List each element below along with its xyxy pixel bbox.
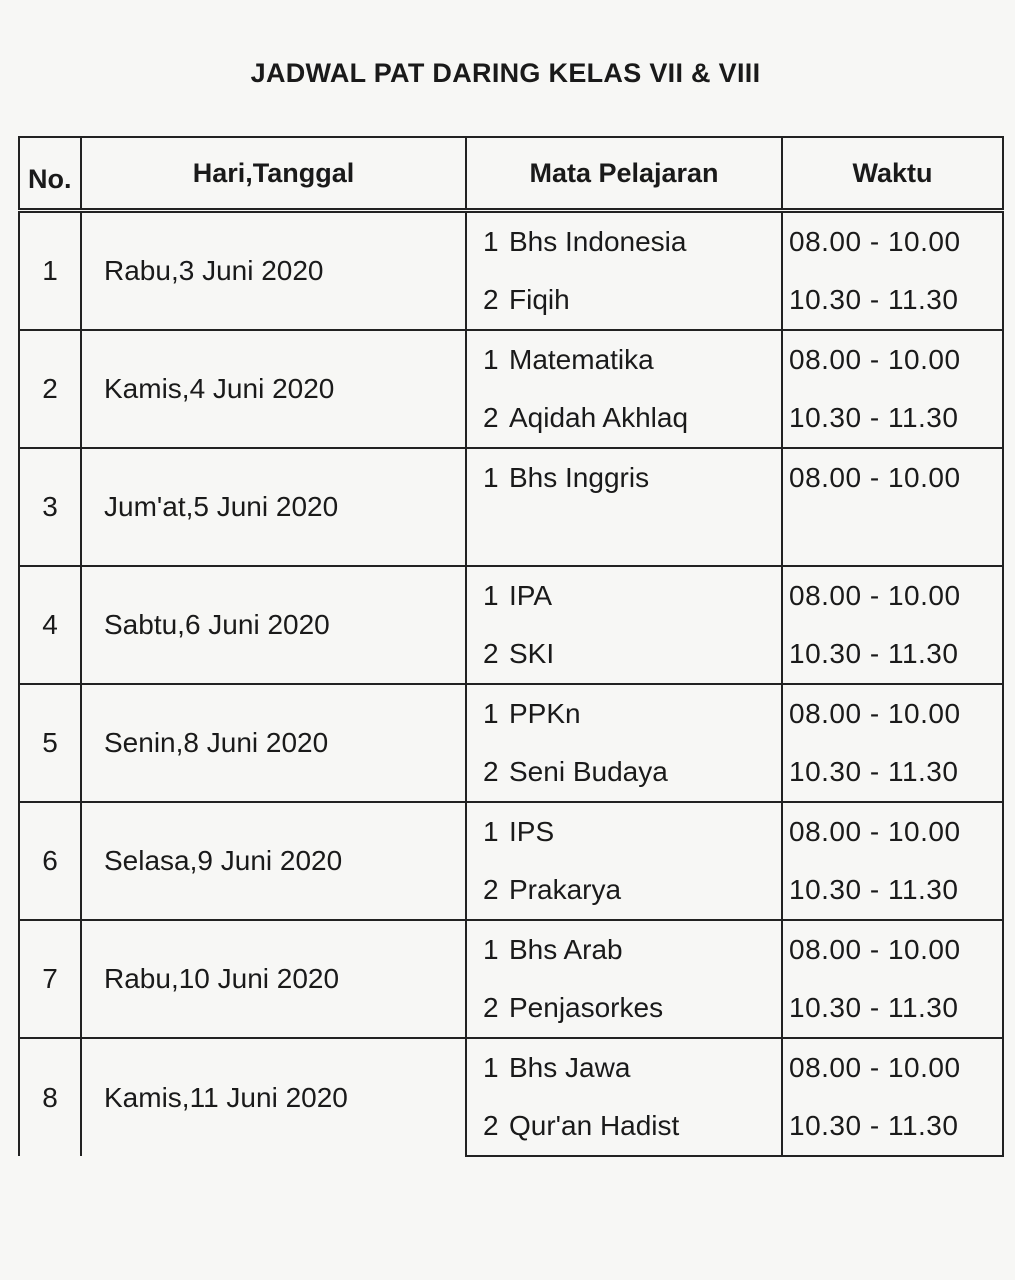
- row-number: 8: [19, 1038, 81, 1156]
- table-row: [19, 566, 1003, 625]
- subject-cell: [466, 920, 782, 979]
- subject-order: 2: [483, 874, 499, 905]
- subject-cell: [466, 211, 782, 272]
- subject-cell: [466, 330, 782, 389]
- subject-cell: [466, 861, 782, 920]
- row-number: 1: [19, 211, 81, 331]
- subject-name: Matematika: [509, 344, 654, 375]
- subject-order: 1: [483, 226, 499, 257]
- day-date-cell: Kamis,4 Juni 2020: [81, 330, 466, 448]
- time-cell: 10.30 - 11.30: [782, 979, 1003, 1038]
- header-day-date: Hari,Tanggal: [81, 137, 466, 211]
- subject-name: IPA: [509, 580, 553, 611]
- table-row: [19, 330, 1003, 389]
- time-cell: 08.00 - 10.00: [782, 684, 1003, 743]
- subject-cell: [466, 625, 782, 684]
- subject-order: 1: [483, 698, 499, 729]
- row-number: 7: [19, 920, 81, 1038]
- subject-name: IPS: [509, 816, 555, 847]
- subject-name: Bhs Indonesia: [509, 226, 687, 257]
- subject-cell: [466, 389, 782, 448]
- time-cell: 08.00 - 10.00: [782, 566, 1003, 625]
- subject-name: Bhs Jawa: [509, 1052, 631, 1083]
- day-date-cell: Jum'at,5 Juni 2020: [81, 448, 466, 566]
- time-cell: 10.30 - 11.30: [782, 861, 1003, 920]
- day-date-cell: Selasa,9 Juni 2020: [81, 802, 466, 920]
- time-cell: 10.30 - 11.30: [782, 271, 1003, 330]
- time-cell: 10.30 - 11.30: [782, 743, 1003, 802]
- row-number: 5: [19, 684, 81, 802]
- subject-cell: [466, 1038, 782, 1097]
- table-header-row: [19, 137, 1003, 211]
- table-row: [19, 684, 1003, 743]
- subject-cell: [466, 507, 782, 566]
- time-cell: 08.00 - 10.00: [782, 448, 1003, 507]
- subject-order: 1: [483, 462, 499, 493]
- time-cell: 08.00 - 10.00: [782, 330, 1003, 389]
- document-title: JADWAL PAT DARING KELAS VII & VIII: [250, 58, 761, 88]
- day-date-cell: Kamis,11 Juni 2020: [81, 1038, 466, 1156]
- row-number: 6: [19, 802, 81, 920]
- subject-order: 2: [483, 284, 499, 315]
- subject-cell: [466, 448, 782, 507]
- subject-order: 2: [483, 992, 499, 1023]
- header-subject: Mata Pelajaran: [466, 137, 782, 211]
- subject-name: Aqidah Akhlaq: [509, 402, 689, 433]
- time-cell: 10.30 - 11.30: [782, 1097, 1003, 1156]
- subject-cell: [466, 684, 782, 743]
- header-time: Waktu: [782, 137, 1003, 211]
- subject-order: 2: [483, 756, 499, 787]
- subject-name: PPKn: [509, 698, 581, 729]
- day-date-cell: Rabu,10 Juni 2020: [81, 920, 466, 1038]
- schedule-body: [19, 211, 1003, 1157]
- time-cell: [782, 507, 1003, 566]
- row-number: 3: [19, 448, 81, 566]
- subject-name: Penjasorkes: [509, 992, 664, 1023]
- subject-name: Bhs Inggris: [509, 462, 650, 493]
- table-row: [19, 448, 1003, 507]
- subject-cell: [466, 271, 782, 330]
- subject-order: 1: [483, 816, 499, 847]
- subject-cell: [466, 566, 782, 625]
- row-number: 2: [19, 330, 81, 448]
- subject-name: Bhs Arab: [509, 934, 623, 965]
- subject-order: 1: [483, 344, 499, 375]
- subject-cell: [466, 979, 782, 1038]
- subject-name: Qur'an Hadist: [509, 1110, 680, 1141]
- header-no: No.: [19, 137, 81, 211]
- time-cell: 08.00 - 10.00: [782, 211, 1003, 272]
- day-date-cell: Sabtu,6 Juni 2020: [81, 566, 466, 684]
- subject-name: SKI: [509, 638, 555, 669]
- schedule-table: [18, 136, 1004, 1157]
- subject-order: 1: [483, 934, 499, 965]
- subject-cell: [466, 1097, 782, 1156]
- subject-cell: [466, 802, 782, 861]
- subject-name: Seni Budaya: [509, 756, 668, 787]
- time-cell: 08.00 - 10.00: [782, 802, 1003, 861]
- time-cell: 10.30 - 11.30: [782, 625, 1003, 684]
- table-row: [19, 211, 1003, 272]
- time-cell: 08.00 - 10.00: [782, 1038, 1003, 1097]
- subject-name: Prakarya: [509, 874, 622, 905]
- day-date-cell: Senin,8 Juni 2020: [81, 684, 466, 802]
- table-row: [19, 802, 1003, 861]
- subject-order: 2: [483, 402, 499, 433]
- subject-order: 2: [483, 638, 499, 669]
- row-number: 4: [19, 566, 81, 684]
- table-row: [19, 920, 1003, 979]
- table-row: [19, 1038, 1003, 1097]
- time-cell: 10.30 - 11.30: [782, 389, 1003, 448]
- subject-order: 1: [483, 580, 499, 611]
- time-cell: 08.00 - 10.00: [782, 920, 1003, 979]
- subject-order: 1: [483, 1052, 499, 1083]
- day-date-cell: Rabu,3 Juni 2020: [81, 211, 466, 331]
- subject-order: 2: [483, 1110, 499, 1141]
- subject-cell: [466, 743, 782, 802]
- subject-name: Fiqih: [509, 284, 570, 315]
